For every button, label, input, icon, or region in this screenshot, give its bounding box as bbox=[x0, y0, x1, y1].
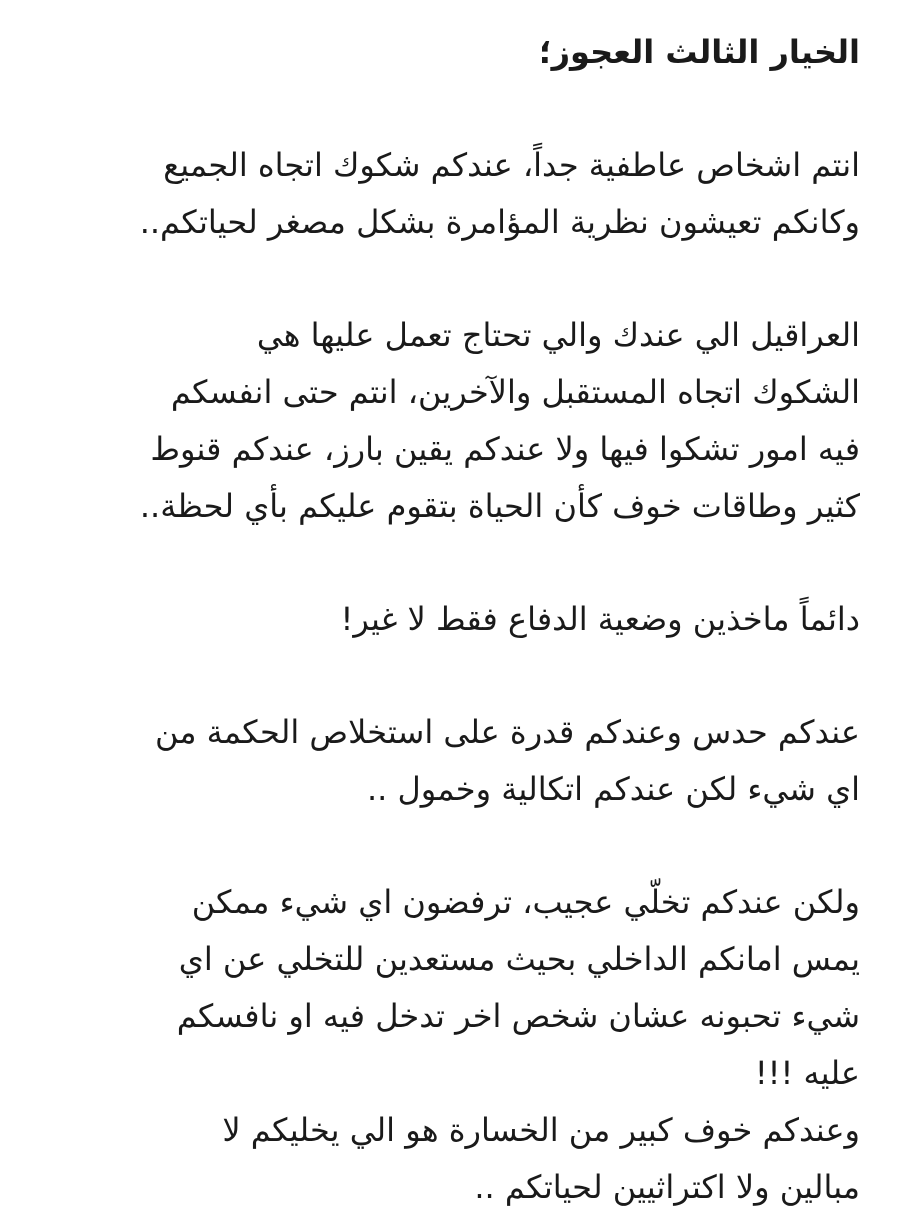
paragraph-4 bbox=[58, 704, 860, 818]
text-line: دائماً ماخذين وضعية الدفاع فقط لا غير! bbox=[340, 600, 860, 638]
text-line: اي شيء لكن عندكم اتكالية وخمول .. bbox=[367, 770, 860, 808]
text-line: فيه امور تشكوا فيها ولا عندكم يقين بارز، عندكم قنوط bbox=[150, 430, 860, 468]
text-line: وكانكم تعيشون نظرية المؤامرة بشكل مصغر لحياتكم.. bbox=[139, 203, 860, 241]
text-line: يمس امانكم الداخلي بحيث مستعدين للتخلي عن اي bbox=[178, 940, 860, 978]
paragraph-1 bbox=[58, 137, 860, 251]
document-title: الخيار الثالث العجوز؛ bbox=[538, 33, 860, 71]
text-line: وعندكم خوف كبير من الخسارة هو الي يخليكم لا bbox=[222, 1111, 860, 1149]
text-line: عندكم حدس وعندكم قدرة على استخلاص الحكمة من bbox=[154, 713, 860, 751]
text-line: مبالين ولا اكتراثيين لحياتكم .. bbox=[474, 1168, 860, 1206]
text-line: العراقيل الي عندك والي تحتاج تعمل عليها هي bbox=[256, 316, 860, 354]
paragraph-3 bbox=[58, 591, 860, 648]
text-line: كثير وطاقات خوف كأن الحياة بتقوم عليكم بأي لحظة.. bbox=[139, 487, 860, 525]
text-line: انتم اشخاص عاطفية جداً، عندكم شكوك اتجاه الجميع bbox=[163, 146, 860, 184]
text-line: ولكن عندكم تخلّي عجيب، ترفضون اي شيء ممكن bbox=[191, 883, 860, 921]
text-line: الشكوك اتجاه المستقبل والآخرين، انتم حتى انفسكم bbox=[170, 373, 860, 411]
text-line: شيء تحبونه عشان شخص اخر تدخل فيه او نافسكم bbox=[176, 997, 860, 1035]
text-line: عليه !!! bbox=[754, 1054, 860, 1092]
paragraph-5 bbox=[58, 874, 860, 1216]
paragraph-2 bbox=[58, 307, 860, 535]
